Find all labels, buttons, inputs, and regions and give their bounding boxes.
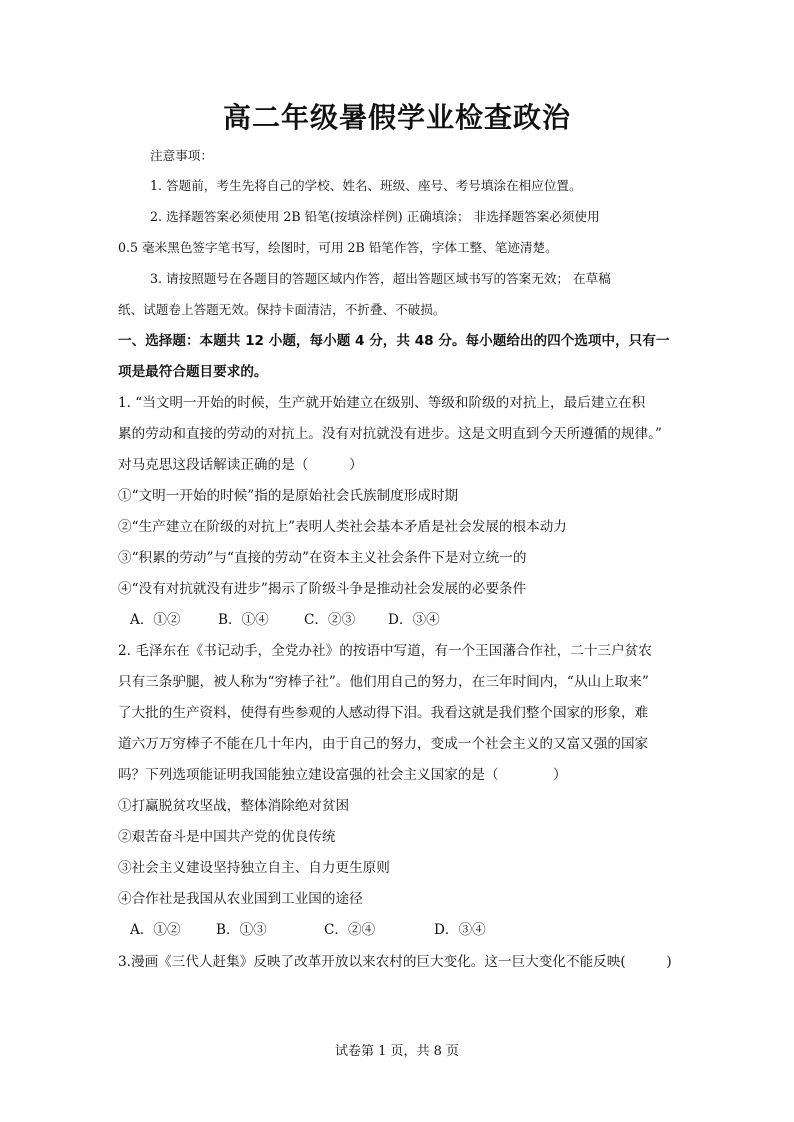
q2-stem-line: 只有三条驴腿，被人称为“穷棒子社”。他们用自己的努力，在三年时间内，“从山上取来”: [118, 674, 649, 690]
q1-statement: ③“积累的劳动”与“直接的劳动”在资本主义社会条件下是对立统一的: [118, 550, 527, 566]
q2-option-c: C．②④: [324, 922, 376, 938]
q1-stem-line: 对马克思这段话解读正确的是（ ）: [118, 457, 363, 473]
q1-option-d: D．③④: [388, 612, 440, 628]
note-item-2: 2. 选择题答案必须使用 2B 铅笔(按填涂样例) 正确填涂； 非选择题答案必须使用: [150, 209, 600, 224]
q1-option-b: B．①④: [218, 612, 269, 628]
q2-statement: ④合作社是我国从农业国到工业国的途径: [118, 891, 363, 907]
q1-statement: ④“没有对抗就没有进步”揭示了阶级斗争是推动社会发展的必要条件: [118, 581, 527, 597]
section-heading: 一、选择题：本题共 12 小题，每小题 4 分，共 48 分。每小题给出的四个选项中，只有一: [118, 333, 670, 349]
q2-option-a: A．①②: [130, 922, 181, 938]
section-heading-cont: 项是最符合题目要求的。: [118, 364, 268, 380]
notes-heading: 注意事项：: [150, 148, 213, 163]
q2-stem-line: 了大批的生产资料，使得有些参观的人感动得下泪。我看这就是我们整个国家的形象，难: [118, 705, 649, 721]
q1-stem-line: 累的劳动和直接的劳动的对抗上。没有对抗就没有进步。这是文明直到今天所遵循的规律。”: [118, 426, 662, 442]
q3-stem-line: 3.漫画《三代人赶集》反映了改革开放以来农村的巨大变化。这一巨大变化不能反映( ): [118, 954, 672, 970]
q1-options: [130, 610, 440, 630]
page-title: 高二年级暑假学业检查政治: [222, 101, 571, 134]
note-item-3: 3. 请按照题号在各题目的答题区域内作答，超出答题区域书写的答案无效； 在草稿: [150, 271, 611, 286]
q1-option-c: C．②③: [304, 612, 356, 628]
q1-option-a: A．①②: [130, 612, 181, 628]
note-item-1: 1. 答题前，考生先将自己的学校、姓名、班级、座号、考号填涂在相应位置。: [150, 178, 582, 193]
q2-option-b: B．①③: [216, 922, 267, 938]
q2-statement: ②艰苦奋斗是中国共产党的优良传统: [118, 829, 336, 845]
note-item-2-cont: 0.5 毫米黑色签字笔书写，绘图时，可用 2B 铅笔作答，字体工整、笔迹清楚。: [118, 240, 558, 255]
q2-statement: ①打赢脱贫攻坚战，整体消除绝对贫困: [118, 798, 350, 814]
q1-statement: ①“文明一开始的时候”指的是原始社会氏族制度形成时期: [118, 488, 459, 504]
page-footer: 试卷第 1 页，共 8 页: [334, 1044, 460, 1059]
q2-option-d: D．③④: [434, 922, 486, 938]
q2-statement: ③社会主义建设坚持独立自主、自力更生原则: [118, 860, 390, 876]
note-item-3-cont: 纸、试题卷上答题无效。保持卡面清洁，不折叠、不破损。: [118, 302, 446, 317]
q1-statement: ②“生产建立在阶级的对抗上”表明人类社会基本矛盾是社会发展的根本动力: [118, 519, 567, 535]
q2-stem-line: 道六万万穷棒子不能在几十年内，由于自己的努力，变成一个社会主义的又富又强的国家: [118, 736, 649, 752]
q2-stem-line: 2. 毛泽东在《书记动手，全党办社》的按语中写道，有一个王国藩合作社，二十三户贫农: [118, 643, 652, 659]
q1-stem-line: 1. “当文明一开始的时候，生产就开始建立在级别、等级和阶级的对抗上，最后建立在积: [118, 395, 646, 411]
q2-options: [130, 920, 486, 940]
q2-stem-line: 吗？下列选项能证明我国能独立建设富强的社会主义国家的是（ ）: [118, 767, 567, 783]
